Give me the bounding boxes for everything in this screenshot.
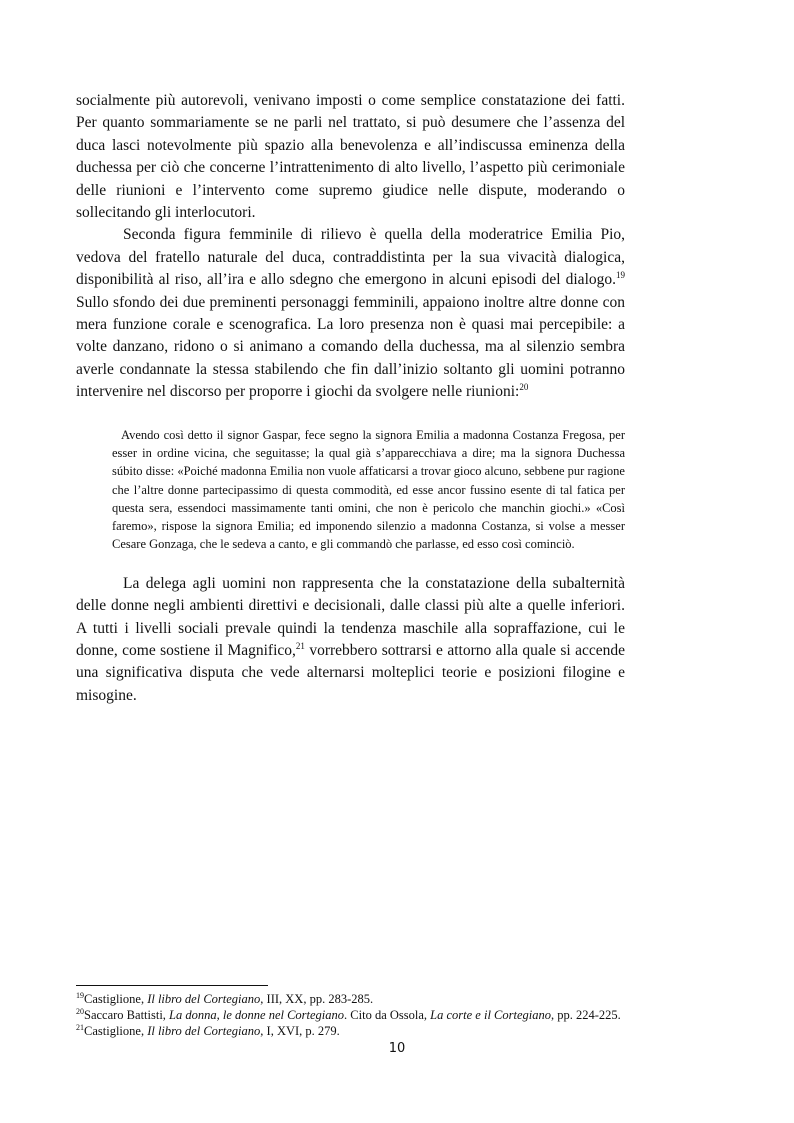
paragraph-2 <box>76 224 625 403</box>
footnote-reference: , I, XVI, p. 279. <box>260 1024 340 1038</box>
footnote-title: Il libro del Cortegiano <box>147 1024 261 1038</box>
footnote-reference: , III, XX, pp. 283-285. <box>260 992 374 1006</box>
footnote-ref-20[interactable]: 20 <box>519 382 529 393</box>
footnote-connector: . Cito da Ossola, <box>344 1008 431 1022</box>
footnote-21 <box>76 1023 716 1039</box>
paragraph-3 <box>76 573 625 707</box>
footnote-ref-21[interactable]: 21 <box>295 640 305 651</box>
footnote-ref-19[interactable]: 19 <box>616 270 625 281</box>
footnote-title-2: La corte e il Cortegiano <box>430 1008 551 1022</box>
footnote-20 <box>76 1007 716 1023</box>
footnote-author: Saccaro Battisti, <box>84 1008 170 1022</box>
footnote-19 <box>76 991 716 1007</box>
footnotes <box>76 991 716 1039</box>
paragraph-1: socialmente più autorevoli, venivano imposti o come semplice constatazione dei fatti. Per quanto sommariamente se ne parli nel trattato, si può desumere che l’assenza del duca lasci notevolmente più spazio alla benevolenza e all’indiscussa eminenza della duchessa per ciò che concerne l’intrattenimento di alto livello, l’aspetto più cerimoniale delle riunioni e l’intervento come supremo giudice nelle dispute, moderando o sollecitando gli interlocutori. <box>76 92 625 222</box>
footnote-author: Castiglione, <box>84 992 148 1006</box>
footnote-title: Il libro del Cortegiano <box>147 992 261 1006</box>
paragraph-2-text-b: Sullo sfondo dei due preminenti personaggi femminili, appaiono inoltre altre donne con mera funzione corale e scenografica. La loro presenza non è quasi mai percepibile: a volte danzano, ridono o si animano a comando della duchessa, ma al silenzio sembra averle condannate la stessa stabilendo che fin dall’inizio soltanto gli uomini potranno intervenire nel discorso per proporre i giochi da svolgere nelle riunioni: <box>76 293 625 401</box>
footnote-number: 20 <box>76 1006 84 1016</box>
block-quote-text: Avendo così detto il signor Gaspar, fece segno la signora Emilia a madonna Costanza Fregosa, per esser in ordine vicina, che seguitasse; la qual già s’apparecchiava a dire; ma la signora Duchessa súbito disse: «Poiché madonna Emilia non vuole affaticarsi a trovar gioco alcuno, sebbene pur ragione che l’altre donne partecipassimo di questa commodità, ed esse ancor fussino esente di tal fatica per questa sera, essendoci massimamente tanti omini, che non è pericolo che manchin giochi.» «Così faremo», rispose la signora Emilia; ed imponendo silenzio a madonna Costanza, si volse a messer Cesare Gonzaga, che le sedeva a canto, e gli commandò che parlasse, ed esso così cominciò. <box>112 427 625 552</box>
paragraph-3-text-a: La delega agli uomini non rappresenta che la constatazione della subalternità delle donne negli ambienti direttivi e decisionali, dalle classi più alte a quelle inferiori. A tutti i livelli sociali prevale quindi la tendenza maschile alla sopraffazione, cui le donne, come sostiene il Magnifico, <box>76 574 625 659</box>
footnote-separator <box>76 985 268 986</box>
paragraph-2-text-a: Seconda figura femminile di rilievo è quella della moderatrice Emilia Pio, vedova del fratello naturale del duca, contraddistinta per la sua vivacità dialogica, disponibilità al riso, all’ira e allo sdegno che emergono in alcuni episodi del dialogo. <box>76 226 625 289</box>
block-quote <box>112 426 625 554</box>
paragraph-3-text-b: vorrebbero sottrarsi e attorno alla quale si accende una significativa disputa che vede alternarsi molteplici teorie e posizioni filogine e misogine. <box>76 641 626 704</box>
page-body <box>76 90 625 707</box>
footnote-title: La donna, le donne nel Cortegiano <box>169 1008 345 1022</box>
footnote-number: 19 <box>76 990 84 1000</box>
footnote-number: 21 <box>76 1022 84 1032</box>
footnote-author: Castiglione, <box>84 1024 148 1038</box>
footnote-reference: , pp. 224-225. <box>550 1008 621 1022</box>
page-number: 10 <box>388 1041 406 1056</box>
